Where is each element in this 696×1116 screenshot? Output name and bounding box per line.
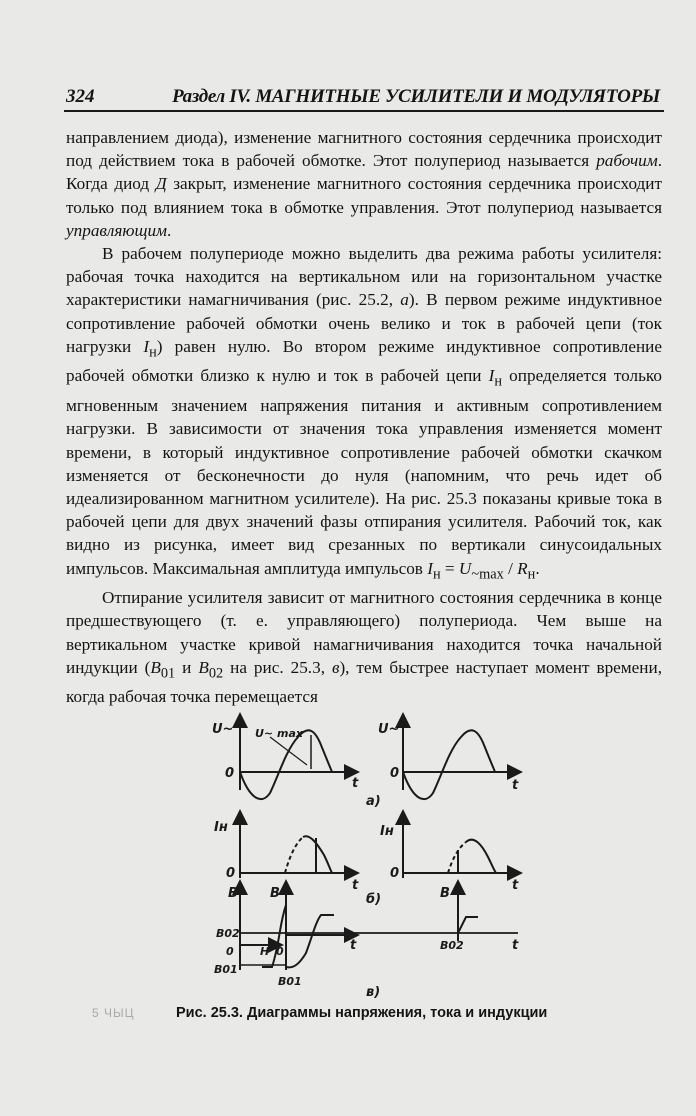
label-panel-a: а) xyxy=(366,794,381,809)
label-b02-right: B02 xyxy=(440,939,464,952)
label-b01-left: B01 xyxy=(214,963,238,976)
voltage-curve-left xyxy=(240,730,332,799)
label-t-b2: t xyxy=(512,878,519,893)
induction-curve-left xyxy=(286,915,334,967)
label-zero-b2: 0 xyxy=(390,866,400,881)
label-t-c1: t xyxy=(350,938,357,953)
label-t-a1: t xyxy=(352,776,359,791)
label-b-axis1: B xyxy=(228,886,238,901)
umax-pointer xyxy=(270,737,307,765)
label-t-b1: t xyxy=(352,878,359,893)
voltage-curve-right xyxy=(403,730,495,799)
induction-step-right xyxy=(458,917,478,933)
label-u-left: U~ xyxy=(212,722,234,737)
label-ih-right: Iн xyxy=(380,824,394,839)
paragraph-1: направлением диода), изменение магнитного состояния сердечника происходит под действием тока в рабочей обмотке. Этот полупериод называется рабочим. Когда диод Д закрыт, изменение магнитного состояния сердечника происходит только под влиянием тока в обмотке управления. Этот полупериод называется управляющим. xyxy=(66,128,662,240)
section-title: Раздел IV. МАГНИТНЫЕ УСИЛИТЕЛИ И МОДУЛЯТОРЫ xyxy=(172,86,660,107)
body-text xyxy=(66,126,662,709)
label-ih-left: Iн xyxy=(214,820,228,835)
label-h: H xyxy=(260,945,270,958)
label-u-right: U~ xyxy=(378,722,400,737)
label-panel-c: в) xyxy=(366,985,381,1000)
label-t-a2: t xyxy=(512,778,519,793)
label-b-axis3: B xyxy=(440,886,450,901)
label-umax: U~ max xyxy=(255,727,303,740)
page-number: 324 xyxy=(66,86,95,107)
label-zero-c: 0 xyxy=(226,945,234,958)
label-b02-left: B02 xyxy=(216,927,240,940)
label-zero-c2: 0 xyxy=(276,945,284,958)
figure-caption: Рис. 25.3. Диаграммы напряжения, тока и индукции xyxy=(176,1005,548,1021)
figure-diagram xyxy=(200,705,540,1005)
paragraph-2: В рабочем полупериоде можно выделить два режима работы усилителя: рабочая точка находится на вертикальном или на горизонтальном участке характеристики намагничивания (рис. 25.2, а). В первом режиме индуктивное сопротивление рабочей обмотки очень велико и ток в рабочей цепи (ток нагрузки $I_н$) равен нулю. Во втором режиме индуктивное сопротивление рабочей обмотки близко к нулю и ток в рабочей цепи $I_н$ определяется только мгновенным значением напряжения питания и активным сопротивлением нагрузки. В зависимости от значения тока управления изменяется момент времени, в который индуктивное сопротивление рабочей обмотки скачком изменяется от бесконечности до нуля (напомним, что речь идет об идеализированном магнитном усилителе). На рис. 25.3 показаны кривые тока в рабочей цепи для двух значений фазы отпирания усилителя. Рабочий ток, как видно из рисунка, имеет вид срезанных по вертикали синусоидальных импульсов. Максимальная амплитуда импульсов $I_н = U_{\sim max} / R_н$. xyxy=(66,244,662,582)
current-pulse-right xyxy=(466,840,496,873)
library-stamp: 5 ЧЫЦ xyxy=(92,1006,135,1020)
label-zero-a1: 0 xyxy=(225,766,235,781)
label-b01-bottom: B01 xyxy=(278,975,302,988)
current-dashed-left xyxy=(285,837,303,873)
label-panel-b: б) xyxy=(366,892,382,907)
figure-25-3 xyxy=(200,705,540,1005)
paragraph-3: Отпирание усилителя зависит от магнитного состояния сердечника в конце предшествующего (т. е. управляющего) полупериода. Чем выше на вертикальном участке кривой намагничивания находится точка начальной индукции ($B_{01}$ и $B_{02}$ на рис. 25.3, в), тем быстрее наступает момент времени, когда рабочая точка перемещается xyxy=(66,588,662,707)
label-b-axis2: B xyxy=(270,886,280,901)
label-zero-a2: 0 xyxy=(390,766,400,781)
running-header xyxy=(64,84,664,112)
label-zero-b1: 0 xyxy=(226,866,236,881)
label-t-c2: t xyxy=(512,938,519,953)
current-pulse-left xyxy=(303,836,332,873)
